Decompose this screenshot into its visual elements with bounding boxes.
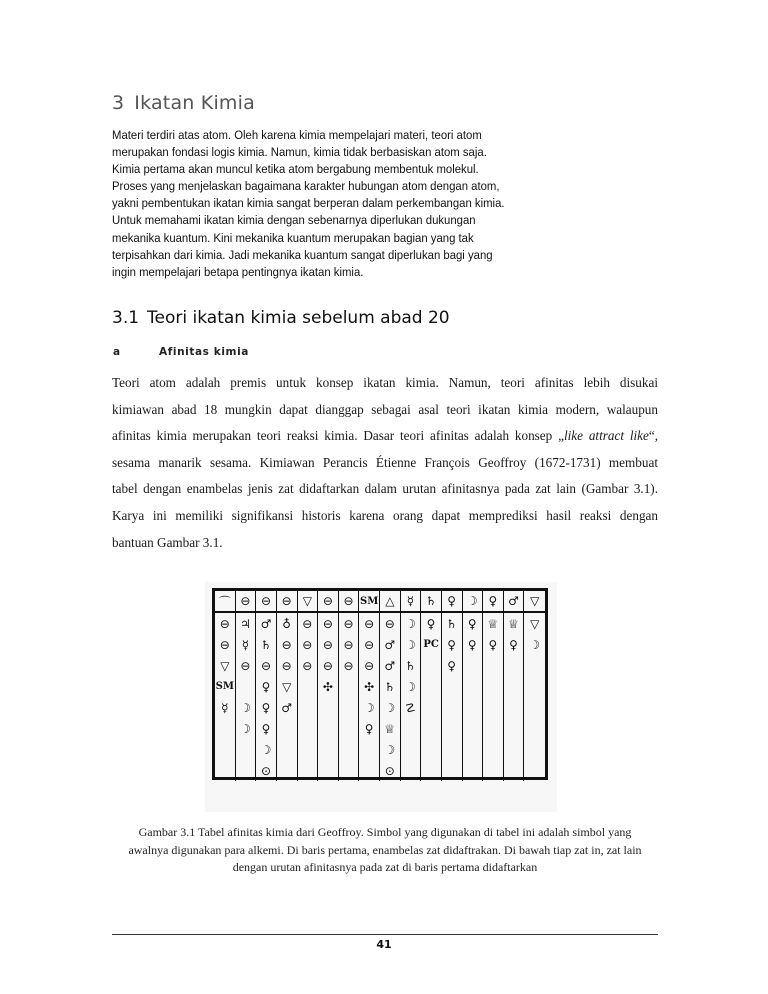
affinity-column — [277, 591, 298, 781]
affinity-header-symbol: ⊖ — [256, 591, 276, 613]
affinity-symbol: ✣ — [322, 679, 333, 694]
affinity-header-symbol: ⊖ — [277, 591, 297, 613]
affinity-symbol: ⊖ — [219, 637, 230, 652]
intro-line: Materi terdiri atas atom. Oleh karena kimia mempelajari materi, teori atom — [112, 128, 482, 142]
chapter-title — [112, 92, 255, 114]
body-text-segment: “, — [648, 428, 659, 444]
intro-line: yakni pembentukan ikatan kimia sangat berperan dalam perkembangan kimia. — [112, 196, 505, 211]
affinity-table — [212, 588, 548, 780]
affinity-symbol: ⊖ — [261, 658, 272, 673]
affinity-symbol: ▽ — [530, 616, 540, 631]
affinity-symbol: ⊖ — [364, 658, 375, 673]
affinity-symbol: ☽ — [405, 679, 416, 694]
affinity-symbol: ♁ — [282, 616, 292, 631]
body-line: bantuan Gambar 3.1. — [112, 534, 223, 550]
affinity-column — [524, 591, 545, 781]
caption-line: dengan urutan afinitasnya pada zat di baris pertama didaftarkan — [232, 860, 538, 874]
affinity-symbol: ☽ — [384, 742, 396, 757]
affinity-symbol: ☽ — [529, 637, 541, 652]
chapter-number: 3 — [112, 92, 125, 114]
affinity-column — [318, 591, 339, 781]
affinity-column — [442, 591, 463, 781]
section-number: 3.1 — [112, 308, 140, 328]
affinity-symbol: ☽ — [405, 616, 416, 631]
body-line: kimiawan abad 18 mungkin dapat dianggap sebagai asal teori ikatan kimia modern, walaupun — [112, 401, 658, 417]
intro-line: terpisahkan dari kimia. Jadi mekanika kuantum sangat diperlukan bagi yang — [112, 247, 493, 262]
affinity-column — [483, 591, 504, 781]
affinity-symbol: ♕ — [384, 721, 396, 736]
affinity-symbol: ♂ — [281, 700, 293, 715]
affinity-symbol: ♄ — [446, 616, 458, 631]
affinity-header-symbol: SM — [359, 591, 379, 613]
body-line: sesama manarik sesama. Kimiawan Perancis Étienne François Geoffroy (1672-1731) membuat — [112, 454, 658, 470]
chapter-title-text: Ikatan Kimia — [134, 92, 255, 114]
affinity-symbol: ♀ — [447, 658, 457, 673]
subsection-letter: a — [113, 346, 121, 358]
affinity-symbol: ⊖ — [219, 616, 230, 631]
affinity-symbol: ⊖ — [302, 658, 313, 673]
affinity-column — [504, 591, 525, 781]
affinity-symbol: ⊙ — [384, 763, 395, 778]
affinity-symbol: ♂ — [384, 637, 396, 652]
section-heading — [112, 308, 450, 328]
affinity-symbol: ⊖ — [281, 658, 292, 673]
page-number: 41 — [376, 938, 392, 951]
subsection-heading — [113, 346, 249, 358]
affinity-symbol: ☽ — [240, 700, 251, 715]
affinity-symbol: ⊖ — [302, 616, 313, 631]
affinity-symbol: SM — [215, 681, 234, 692]
intro-line: mekanika kuantum. Kini mekanika kuantum merupakan bagian yang tak — [112, 230, 474, 245]
affinity-symbol: ♀ — [467, 637, 477, 652]
affinity-header-symbol: ♂ — [504, 591, 524, 613]
intro-line: Kimia pertama akan muncul ketika atom bergabung membentuk molekul. — [112, 162, 479, 177]
affinity-symbol: ☿ — [221, 700, 229, 715]
affinity-column — [380, 591, 401, 781]
affinity-symbol: ⊙ — [261, 763, 272, 778]
intro-paragraph — [112, 127, 540, 281]
affinity-symbol: ☽ — [240, 721, 251, 736]
affinity-symbol: ⊖ — [302, 637, 313, 652]
affinity-symbol: ♕ — [487, 616, 499, 631]
affinity-column — [359, 591, 380, 781]
affinity-header-symbol: ☽ — [463, 591, 483, 613]
affinity-symbol: ♄ — [405, 658, 416, 673]
body-line — [112, 423, 658, 450]
affinity-column — [421, 591, 442, 781]
section-title-text: Teori ikatan kimia sebelum abad 20 — [147, 308, 450, 328]
affinity-symbol — [421, 655, 441, 676]
intro-line: Untuk memahami ikatan kimia dengan sebenarnya diperlukan dukungan — [112, 213, 476, 228]
affinity-header-symbol: ▽ — [298, 591, 318, 613]
affinity-symbol: ⊖ — [364, 637, 375, 652]
affinity-symbol: ☡ — [405, 700, 416, 715]
affinity-header-symbol: △ — [380, 591, 400, 613]
affinity-symbol: ⊖ — [343, 658, 354, 673]
affinity-header-symbol: ⌒ — [215, 591, 235, 613]
affinity-symbol: ▽ — [220, 658, 230, 673]
affinity-symbol: ☽ — [384, 700, 396, 715]
affinity-column — [236, 591, 257, 781]
affinity-column — [463, 591, 484, 781]
affinity-symbol: ♀ — [261, 721, 271, 736]
affinity-symbol: ♂ — [260, 616, 272, 631]
affinity-symbol: ♄ — [260, 637, 272, 652]
figure-caption — [112, 824, 658, 877]
affinity-symbol: ⊖ — [364, 616, 375, 631]
body-text-segment: afinitas kimia merupakan teori reaksi kimia. Dasar teori afinitas adalah konsep „ — [112, 428, 564, 444]
affinity-symbol: ♀ — [467, 616, 477, 631]
affinity-header-symbol: ▽ — [524, 591, 545, 613]
affinity-symbol: ☽ — [405, 637, 416, 652]
subsection-title-text: Afinitas kimia — [159, 346, 249, 358]
affinity-symbol: ⊖ — [343, 616, 354, 631]
affinity-header-symbol: ⊖ — [236, 591, 256, 613]
affinity-header-symbol: ♀ — [442, 591, 462, 613]
body-line: Karya ini memiliki signifikansi historis karena orang dapat memprediksi hasil reaksi dengan — [112, 507, 658, 523]
body-paragraph — [112, 370, 658, 556]
intro-line: ingin mempelajari betapa pentingnya ikatan kimia. — [112, 264, 364, 279]
affinity-symbol: ♀ — [261, 700, 271, 715]
affinity-column — [256, 591, 277, 781]
affinity-column — [215, 591, 236, 781]
intro-line: merupakan fondasi logis kimia. Namun, kimia tidak berbasiskan atom saja. — [112, 145, 487, 160]
affinity-symbol: ♕ — [508, 616, 519, 631]
affinity-symbol: ♀ — [509, 637, 518, 652]
footer-divider — [112, 934, 658, 935]
affinity-header-symbol: ♄ — [421, 591, 441, 613]
affinity-symbol: ⊖ — [322, 658, 333, 673]
caption-line: awalnya digunakan para alkemi. Di baris pertama, enambelas zat didaftrakan. Di bawah tiap zat in, zat lain — [128, 842, 642, 857]
affinity-column — [298, 591, 319, 781]
intro-line: Proses yang menjelaskan bagaimana karakter hubungan atom dengan atom, — [112, 179, 500, 194]
affinity-symbol: ☽ — [260, 742, 272, 757]
geoffroy-affinity-table-figure — [205, 582, 557, 812]
affinity-header-symbol: ♀ — [483, 591, 503, 613]
body-line: Teori atom adalah premis untuk konsep ikatan kimia. Namun, teori afinitas lebih disukai — [112, 375, 658, 390]
body-line: tabel dengan enambelas jenis zat didaftarkan dalam urutan afinitasnya pada zat lain (Gambar 3.1). — [112, 481, 658, 497]
affinity-symbol: ♄ — [384, 679, 396, 694]
affinity-symbol: ☽ — [363, 700, 375, 715]
affinity-header-symbol: ☿ — [401, 591, 421, 613]
affinity-symbol: ♀ — [426, 616, 436, 631]
affinity-symbol: ☿ — [241, 637, 250, 652]
affinity-symbol: ♀ — [261, 679, 271, 694]
affinity-symbol: ⊖ — [343, 637, 354, 652]
affinity-symbol: ▽ — [282, 679, 292, 694]
affinity-symbol — [236, 676, 256, 697]
affinity-symbol: ♀ — [364, 721, 374, 736]
affinity-symbol: ⊖ — [322, 616, 333, 631]
affinity-symbol: ♂ — [384, 658, 396, 673]
affinity-symbol: ♀ — [488, 637, 498, 652]
affinity-symbol: ♀ — [447, 637, 457, 652]
affinity-column — [339, 591, 360, 781]
affinity-symbol: ⊖ — [240, 658, 251, 673]
affinity-symbol: PC — [423, 639, 439, 650]
affinity-symbol: ⊖ — [281, 637, 292, 652]
body-emphasis: like attract like — [563, 428, 649, 444]
affinity-symbol: ⊖ — [322, 637, 333, 652]
affinity-symbol: ✣ — [364, 679, 375, 694]
affinity-symbol: ♃ — [240, 616, 251, 631]
affinity-symbol: ⊖ — [384, 616, 395, 631]
caption-line: Gambar 3.1 Tabel afinitas kimia dari Geoffroy. Simbol yang digunakan di tabel ini adalah simbol yang — [138, 825, 632, 839]
affinity-column — [401, 591, 422, 781]
affinity-header-symbol: ⊖ — [318, 591, 338, 613]
affinity-header-symbol: ⊖ — [339, 591, 359, 613]
